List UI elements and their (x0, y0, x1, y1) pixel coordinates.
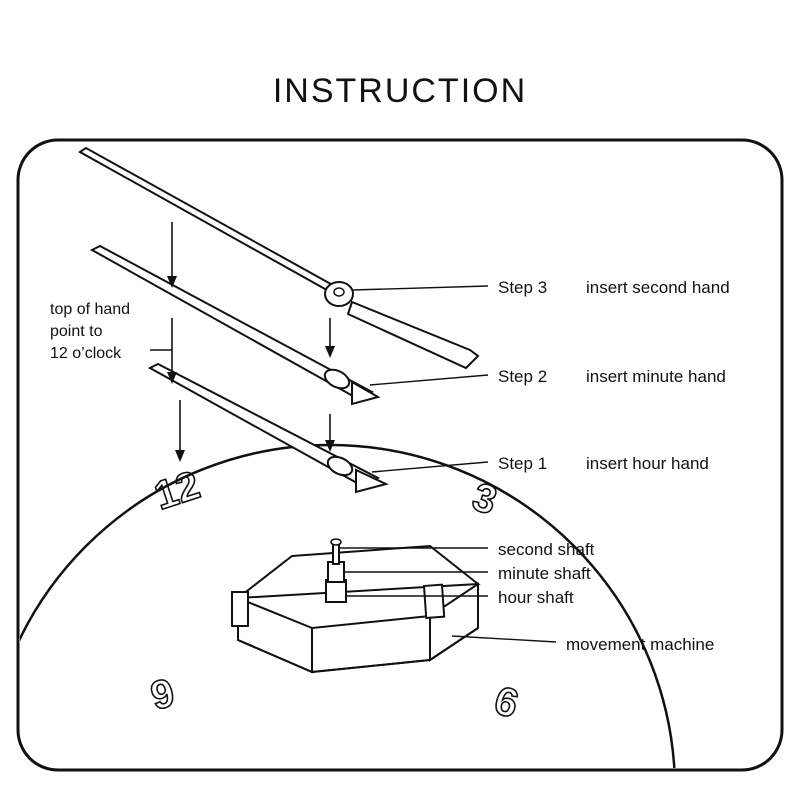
hour-shaft-part (326, 580, 346, 602)
clock-numeral-6-label: 6 (489, 678, 524, 727)
clock-numeral-3 (467, 475, 502, 524)
clock-numeral-9-label: 9 (146, 670, 179, 719)
movement-machine-shape (232, 539, 478, 672)
clock-numeral-12-label: 12 (149, 462, 206, 519)
minute-shaft-label: minute shaft (498, 564, 591, 583)
step-2-label (498, 367, 726, 386)
note-line-3: 12 o’clock (50, 345, 122, 362)
step-1-number: Step 1 (498, 454, 548, 473)
note-top-of-hand (50, 301, 130, 362)
step-1-text: insert hour hand (586, 454, 709, 473)
assembly-arrows (167, 222, 335, 462)
step-2-number: Step 2 (498, 367, 548, 386)
clock-numeral-6 (490, 678, 524, 726)
clock-face (0, 445, 675, 800)
step-3-label (498, 278, 730, 297)
movement-machine-label: movement machine (566, 635, 715, 654)
clock-numeral-3-label: 3 (467, 474, 502, 524)
clock-numeral-9 (147, 671, 179, 719)
step-1-label (498, 454, 709, 473)
note-line-2: point to (50, 323, 103, 340)
second-hand-shape (80, 148, 478, 368)
step-3-number: Step 3 (498, 278, 548, 297)
step-3-text: insert second hand (586, 278, 730, 297)
second-shaft-label: second shaft (498, 540, 595, 559)
clock-face-circle (0, 445, 675, 800)
page-title: INSTRUCTION (272, 72, 528, 110)
step-2-text: insert minute hand (586, 367, 726, 386)
minute-hand-shape (92, 246, 378, 404)
note-line-1: top of hand (50, 301, 131, 318)
hour-shaft-label: hour shaft (498, 588, 574, 607)
